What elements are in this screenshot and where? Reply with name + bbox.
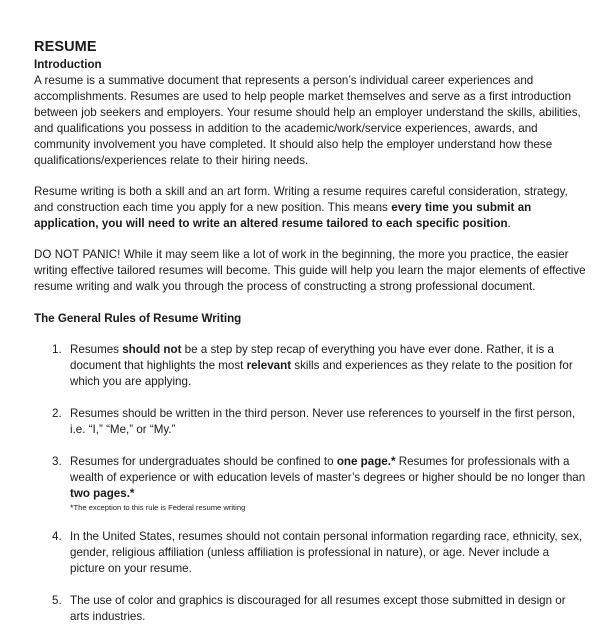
rule-text: Resumes for undergraduates should be confined to	[70, 455, 337, 468]
rule-footnote	[70, 503, 586, 513]
general-rules-heading: The General Rules of Resume Writing	[34, 312, 242, 325]
rule-number: 4.	[52, 530, 62, 543]
rules-list	[34, 342, 586, 625]
rule-text: Resumes	[70, 343, 123, 356]
rule-item-1	[34, 342, 586, 390]
rule-bold-text: relevant	[246, 359, 292, 372]
resume-writing-text: Resume writing is both a skill and an art form. Writing a resume requires careful consideration, strategy, and construction each time you apply for a new position. This means	[34, 185, 568, 214]
rule-bold-text: two pages.*	[70, 487, 135, 500]
rule-text: be a step by step recap of everything you have ever done. Rather, it is a document that highlights the most	[70, 343, 554, 372]
do-not-panic-paragraph: DO NOT PANIC! While it may seem like a lot of work in the beginning, the more you practice, the easier writing effective tailored resumes will become. This guide will help you learn the major elements of effective resume writing and walk you through the process of constructing a strong professional document.	[34, 248, 586, 293]
document-title: RESUME	[34, 39, 97, 55]
rule-number: 2.	[52, 407, 62, 420]
footnote-text: The exception to this rule is Federal resume writing	[73, 503, 246, 512]
rule-text: skills and experiences as they relate to the position for which you are applying.	[70, 359, 573, 388]
rule-number: 3.	[52, 455, 62, 468]
introduction-heading: Introduction	[34, 58, 102, 71]
introduction-paragraph: A resume is a summative document that represents a person’s individual career experiences and accomplishments. Resumes are used to help people market themselves and serve as a first introduction between job seekers and employers. Your resume should help an employer understand the skills, abilities, and qualifications you possess in addition to the academic/work/service experiences, awards, and community involvement you have completed. It should also help the employer understand how these qualifications/experiences relate to their hiring needs.	[34, 74, 581, 167]
rule-text: Resumes for professionals with a wealth of experience or with education levels of master’s degrees or higher should be no longer than	[70, 455, 586, 484]
rule-item-2	[34, 406, 586, 438]
rule-text: The use of color and graphics is discouraged for all resumes except those submitted in design or arts industries.	[70, 594, 566, 623]
rule-bold-text: should not	[122, 343, 182, 356]
rule-item-5	[34, 593, 586, 625]
resume-writing-end: .	[507, 217, 511, 230]
resume-writing-paragraph	[34, 184, 586, 232]
rule-text: In the United States, resumes should not contain personal information regarding race, ethnicity, sex, gender, religious affiliation (unless affiliation is professional in nature), or age. Never include a picture on your resume.	[70, 530, 583, 575]
rule-text: Resumes should be written in the third person. Never use references to yourself in the first person, i.e. “I,” “Me,” or “My.”	[70, 407, 576, 436]
rule-number: 5.	[52, 594, 62, 607]
rule-item-3	[34, 454, 586, 513]
rule-number: 1.	[52, 343, 62, 356]
resume-writing-bold-text: every time you submit an application, you will need to write an altered resume tailored to each specific position	[34, 201, 532, 230]
footnote-star: *	[70, 503, 74, 513]
rule-item-4	[34, 529, 586, 577]
rule-bold-text: one page.*	[336, 455, 396, 468]
